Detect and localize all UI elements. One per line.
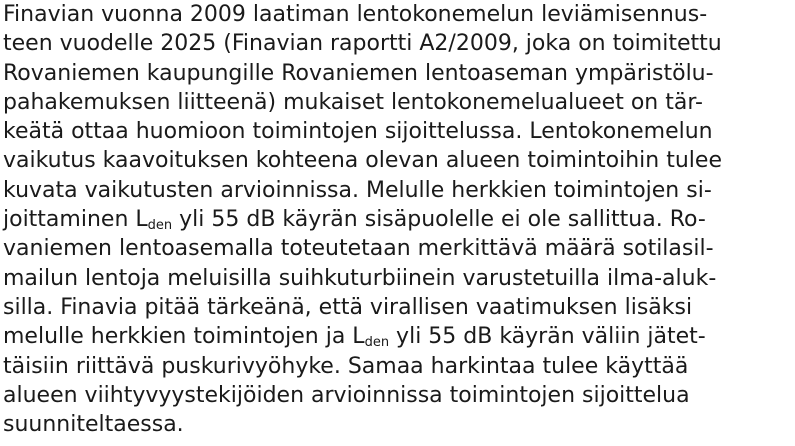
text-line: silla. Finavia pitää tärkeänä, että virallisen vaatimuksen lisäksi xyxy=(3,294,693,320)
text-segment: yli 55 dB käyrän sisäpuolelle ei ole sallittua. Ro- xyxy=(172,207,706,233)
text-line: Finavian vuonna 2009 laatiman lentokonemelun leviämisennus- xyxy=(3,2,708,27)
text-line: Rovaniemen kaupungille Rovaniemen lentoaseman ympäristölu- xyxy=(3,60,714,86)
subscript: den xyxy=(364,335,390,351)
text-line: teen vuodelle 2025 (Finavian raportti A2/2009, joka on toimitettu xyxy=(3,31,722,57)
text-line: täisiin riittävä puskurivyöhyke. Samaa harkintaa tulee käyttää xyxy=(3,353,689,379)
text-segment: joittaminen L xyxy=(3,207,148,233)
text-line xyxy=(3,322,795,351)
text-line: keätä ottaa huomioon toimintojen sijoittelussa. Lentokonemelun xyxy=(3,119,713,145)
text-line: kuvata vaikutusten arvioinnissa. Melulle herkkien toimintojen si- xyxy=(3,177,712,203)
text-segment: yli 55 dB käyrän väliin jätet- xyxy=(389,324,706,350)
text-line: vaniemen lentoasemalla toteutetaan merkittävä määrä sotilasil- xyxy=(3,236,714,262)
text-line xyxy=(3,205,795,234)
document-paragraph xyxy=(3,0,795,439)
text-line: suunniteltaessa. xyxy=(3,412,184,438)
text-line: pahakemuksen liitteenä) mukaiset lentokonemelualueet on tär- xyxy=(3,89,703,115)
text-line: alueen viihtyvyystekijöiden arvioinnissa toimintojen sijoittelua xyxy=(3,382,690,408)
subscript: den xyxy=(147,218,173,234)
text-line: vaikutus kaavoituksen kohteena olevan alueen toimintoihin tulee xyxy=(3,148,722,174)
text-segment: melulle herkkien toimintojen ja L xyxy=(3,324,365,350)
text-line: mailun lentoja meluisilla suihkuturbiinein varustetuilla ilma-aluk- xyxy=(3,265,717,291)
